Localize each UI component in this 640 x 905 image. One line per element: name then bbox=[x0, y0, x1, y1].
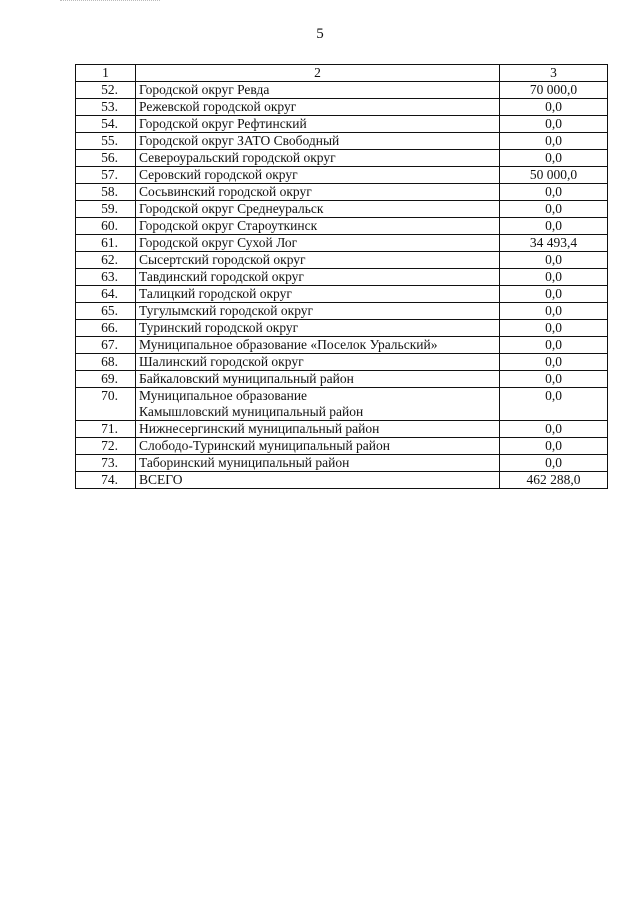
header-cell-number: 1 bbox=[76, 65, 136, 82]
row-value: 0,0 bbox=[500, 286, 608, 303]
table-row bbox=[76, 167, 608, 184]
row-value: 0,0 bbox=[500, 201, 608, 218]
table-row bbox=[76, 218, 608, 235]
table-header-row bbox=[76, 65, 608, 82]
table-body bbox=[76, 65, 608, 489]
row-value: 0,0 bbox=[500, 99, 608, 116]
row-name bbox=[136, 337, 500, 354]
row-name-line: Байкаловский муниципальный район bbox=[139, 371, 354, 386]
row-value: 0,0 bbox=[500, 371, 608, 388]
page-number: 5 bbox=[316, 26, 324, 42]
row-name-line: Городской округ Староуткинск bbox=[139, 218, 318, 233]
table-row bbox=[76, 235, 608, 252]
row-name-line: Муниципальное образование bbox=[139, 388, 308, 403]
row-name bbox=[136, 82, 500, 99]
row-number: 59. bbox=[76, 201, 136, 218]
table-row bbox=[76, 99, 608, 116]
row-number: 57. bbox=[76, 167, 136, 184]
table-row bbox=[76, 320, 608, 337]
row-name-line: Городской округ Сухой Лог bbox=[139, 235, 298, 250]
row-name-line: Североуральский городской округ bbox=[139, 150, 336, 165]
row-name bbox=[136, 320, 500, 337]
row-value: 50 000,0 bbox=[500, 167, 608, 184]
table-row bbox=[76, 201, 608, 218]
row-number: 69. bbox=[76, 371, 136, 388]
row-value: 0,0 bbox=[500, 303, 608, 320]
row-name-line: Тугулымский городской округ bbox=[139, 303, 314, 318]
row-value: 0,0 bbox=[500, 252, 608, 269]
row-number: 66. bbox=[76, 320, 136, 337]
row-name bbox=[136, 421, 500, 438]
row-number: 73. bbox=[76, 455, 136, 472]
row-name-line: Городской округ Среднеуральск bbox=[139, 201, 324, 216]
table-row bbox=[76, 303, 608, 320]
row-number: 61. bbox=[76, 235, 136, 252]
row-value: 0,0 bbox=[500, 269, 608, 286]
row-value: 34 493,4 bbox=[500, 235, 608, 252]
row-number: 62. bbox=[76, 252, 136, 269]
row-name-line: Туринский городской округ bbox=[139, 320, 299, 335]
table-row bbox=[76, 337, 608, 354]
row-name-line: Камышловский муниципальный район bbox=[139, 404, 364, 419]
scan-artifact bbox=[60, 0, 160, 5]
row-value: 0,0 bbox=[500, 218, 608, 235]
row-value: 0,0 bbox=[500, 116, 608, 133]
table-row bbox=[76, 269, 608, 286]
row-name-line: Режевской городской округ bbox=[139, 99, 297, 114]
row-name-line: Городской округ Рефтинский bbox=[139, 116, 307, 131]
row-name bbox=[136, 438, 500, 455]
row-name bbox=[136, 455, 500, 472]
row-value: 0,0 bbox=[500, 133, 608, 150]
table-row bbox=[76, 82, 608, 99]
row-name-line: Шалинский городской округ bbox=[139, 354, 304, 369]
row-name-line: Сосьвинский городской округ bbox=[139, 184, 312, 199]
row-value: 0,0 bbox=[500, 388, 608, 421]
header-cell-value: 3 bbox=[500, 65, 608, 82]
row-value: 0,0 bbox=[500, 455, 608, 472]
row-number: 71. bbox=[76, 421, 136, 438]
row-name-line: Слободо-Туринский муниципальный район bbox=[139, 438, 390, 453]
row-name bbox=[136, 371, 500, 388]
table-row bbox=[76, 150, 608, 167]
row-number: 64. bbox=[76, 286, 136, 303]
table-row bbox=[76, 472, 608, 489]
row-number: 72. bbox=[76, 438, 136, 455]
header-cell-name: 2 bbox=[136, 65, 500, 82]
table-row bbox=[76, 116, 608, 133]
row-name-line: Нижнесергинский муниципальный район bbox=[139, 421, 380, 436]
row-value: 0,0 bbox=[500, 421, 608, 438]
row-value: 0,0 bbox=[500, 354, 608, 371]
table-row bbox=[76, 184, 608, 201]
table-row bbox=[76, 421, 608, 438]
row-name bbox=[136, 235, 500, 252]
row-value: 0,0 bbox=[500, 150, 608, 167]
row-name-line: Серовский городской округ bbox=[139, 167, 298, 182]
row-number: 63. bbox=[76, 269, 136, 286]
row-name bbox=[136, 201, 500, 218]
row-name bbox=[136, 286, 500, 303]
row-value: 462 288,0 bbox=[500, 472, 608, 489]
table-row bbox=[76, 455, 608, 472]
row-name bbox=[136, 184, 500, 201]
row-number: 52. bbox=[76, 82, 136, 99]
row-number: 70. bbox=[76, 388, 136, 421]
row-name bbox=[136, 133, 500, 150]
row-number: 65. bbox=[76, 303, 136, 320]
row-number: 54. bbox=[76, 116, 136, 133]
row-value: 70 000,0 bbox=[500, 82, 608, 99]
table-row bbox=[76, 286, 608, 303]
row-number: 53. bbox=[76, 99, 136, 116]
row-name-line: Сысертский городской округ bbox=[139, 252, 306, 267]
row-name bbox=[136, 150, 500, 167]
row-name bbox=[136, 472, 500, 489]
row-name bbox=[136, 303, 500, 320]
row-value: 0,0 bbox=[500, 184, 608, 201]
row-name-line: Муниципальное образование «Поселок Уральский» bbox=[139, 337, 438, 352]
row-name bbox=[136, 218, 500, 235]
table-row bbox=[76, 388, 608, 421]
row-name bbox=[136, 252, 500, 269]
row-name bbox=[136, 116, 500, 133]
row-name-line: Талицкий городской округ bbox=[139, 286, 292, 301]
row-name-line: Городской округ ЗАТО Свободный bbox=[139, 133, 340, 148]
row-name bbox=[136, 167, 500, 184]
table-row bbox=[76, 133, 608, 150]
row-name bbox=[136, 388, 500, 421]
row-number: 56. bbox=[76, 150, 136, 167]
table-row bbox=[76, 371, 608, 388]
row-number: 67. bbox=[76, 337, 136, 354]
row-name-line: Таборинский муниципальный район bbox=[139, 455, 350, 470]
row-value: 0,0 bbox=[500, 438, 608, 455]
row-name bbox=[136, 354, 500, 371]
allocation-table bbox=[75, 64, 608, 489]
row-number: 60. bbox=[76, 218, 136, 235]
row-number: 58. bbox=[76, 184, 136, 201]
row-number: 68. bbox=[76, 354, 136, 371]
row-name-line: ВСЕГО bbox=[139, 472, 183, 487]
row-number: 74. bbox=[76, 472, 136, 489]
row-name bbox=[136, 269, 500, 286]
table-row bbox=[76, 438, 608, 455]
table-row bbox=[76, 252, 608, 269]
row-name bbox=[136, 99, 500, 116]
table-row bbox=[76, 354, 608, 371]
row-name-line: Городской округ Ревда bbox=[139, 82, 270, 97]
row-name-line: Тавдинский городской округ bbox=[139, 269, 304, 284]
row-number: 55. bbox=[76, 133, 136, 150]
row-value: 0,0 bbox=[500, 337, 608, 354]
row-value: 0,0 bbox=[500, 320, 608, 337]
